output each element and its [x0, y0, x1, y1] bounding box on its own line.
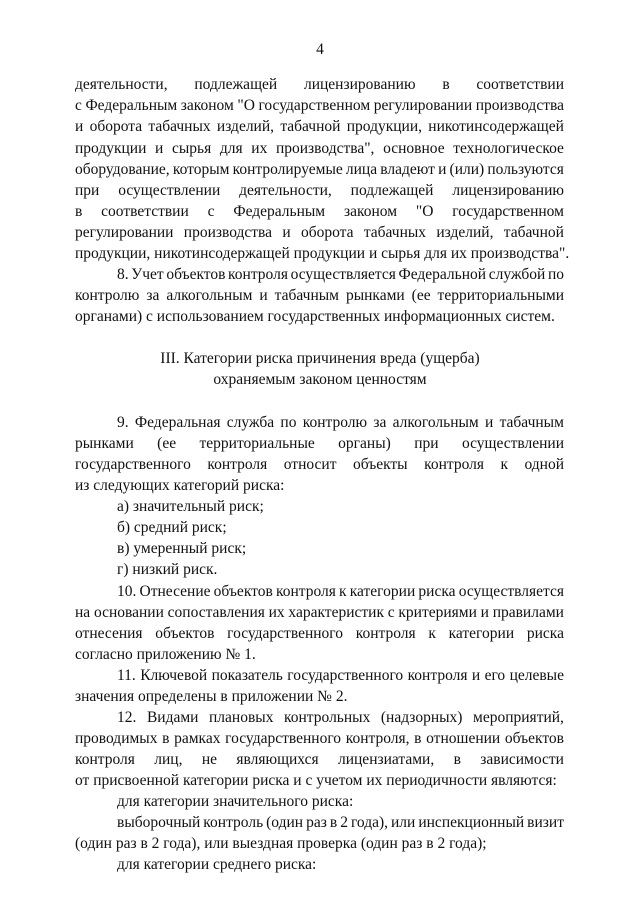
word: и [485, 414, 494, 431]
word: осуществлении [461, 435, 564, 452]
word: инспекционный [418, 814, 525, 831]
word: алкогольным [392, 414, 479, 431]
word: табачной [503, 224, 564, 241]
text-line [117, 666, 564, 686]
word: основании [93, 604, 164, 621]
word: и [155, 140, 164, 157]
word: лицензированию [452, 182, 564, 199]
text-line [75, 624, 564, 644]
section-heading: III. Категории риска причинения вреда (ущерба) [160, 350, 480, 367]
text-line [75, 202, 564, 222]
word: за [146, 287, 160, 304]
text-line: органами) с использованием государственных информационных систем. [75, 308, 555, 325]
word: по [280, 414, 297, 431]
word: контроля [355, 625, 416, 642]
word: контрольных [284, 709, 371, 726]
word: продукции, [346, 118, 422, 135]
word: производства", [275, 140, 375, 157]
word: соответствии [101, 203, 189, 220]
text-line [117, 265, 564, 285]
word: характеристик [288, 604, 384, 621]
text-line [117, 413, 564, 433]
text-line: (один раз в 2 года), или выездная проверка (один раз в 2 года); [75, 835, 487, 852]
list-item: б) средний риск; [117, 519, 227, 536]
word: органы) [338, 435, 391, 452]
word: "О [415, 203, 434, 220]
text-line [75, 160, 564, 180]
word: по [547, 266, 564, 283]
word: государственном [452, 203, 564, 220]
word: рамках [174, 730, 221, 747]
word: лиц, [154, 751, 183, 768]
word: табачной [280, 118, 341, 135]
word: табачных [363, 224, 427, 241]
word: визит [527, 814, 564, 831]
word: мероприятий, [473, 709, 564, 726]
text-line [75, 286, 564, 306]
word: правилами [492, 604, 564, 621]
text-line [117, 813, 564, 833]
word: отнесения [75, 625, 143, 642]
word: владеют [380, 161, 435, 178]
word: службой [488, 266, 546, 283]
word: подлежащей [350, 182, 434, 199]
word: территориальными [437, 287, 564, 304]
text-line: продукции, никотинсодержащей продукции и сырья для их производства". [75, 245, 570, 262]
word: законом [180, 97, 234, 114]
word: или [391, 814, 416, 831]
word: риска [526, 625, 564, 642]
word: плановых [209, 709, 274, 726]
list-item: г) низкий риск. [117, 561, 218, 578]
word: контроль [203, 814, 264, 831]
word: (ее [411, 287, 431, 304]
word: выборочный [117, 814, 201, 831]
word: территориальные [199, 435, 315, 452]
word: основное [383, 140, 445, 157]
word: за [373, 414, 387, 431]
text-line [75, 139, 564, 159]
text-line [75, 117, 564, 137]
word: в [453, 751, 461, 768]
word: контроля [407, 667, 468, 684]
word: оборота [89, 118, 143, 135]
word: 2 [340, 814, 348, 831]
page-number: 4 [316, 41, 324, 58]
word: Федеральным [233, 203, 326, 220]
word: года), [350, 814, 389, 831]
word: и [75, 118, 84, 135]
word: осуществляется [458, 583, 564, 600]
word: относит [283, 456, 337, 473]
word: государственного [75, 456, 191, 473]
word: 9. [117, 414, 129, 431]
word: при [75, 182, 100, 199]
word: и [259, 287, 268, 304]
text-line [75, 729, 564, 749]
word: категории [448, 625, 515, 642]
word: и [480, 604, 489, 621]
word: к [428, 625, 436, 642]
word: подлежащей [194, 76, 278, 93]
text-line: от присвоенной категории риска и с учетом их периодичности являются: [75, 772, 557, 789]
word: с [387, 604, 395, 621]
word: их [268, 604, 285, 621]
word: регулировании [373, 97, 473, 114]
word: их [251, 140, 268, 157]
word: с [75, 97, 82, 114]
text-line [75, 603, 564, 623]
list-item: в) умеренный риск; [117, 540, 247, 557]
word: контроля [424, 456, 484, 473]
text-line [117, 582, 564, 602]
word: Федеральным [85, 97, 178, 114]
word: соответствии [476, 76, 564, 93]
word: с [207, 203, 215, 220]
word: Учет [131, 266, 164, 283]
word: в [75, 203, 83, 220]
word: для [219, 140, 243, 157]
word: объектов [213, 583, 273, 600]
section-heading: охраняемым законом ценностям [213, 371, 427, 388]
word: к [339, 583, 347, 600]
word: контроля [75, 751, 135, 768]
word: табачным [274, 287, 339, 304]
word: 8. [117, 266, 129, 283]
word: Федеральной [398, 266, 487, 283]
word: пользуются [487, 161, 564, 178]
word: "О [237, 97, 255, 114]
word: государственном [258, 97, 371, 114]
word: и [471, 667, 481, 684]
text-line: из следующих категорий риска: [75, 477, 285, 494]
word: и [438, 161, 447, 178]
word: служба [226, 414, 275, 431]
word: алкогольным [166, 287, 253, 304]
word: деятельности, [239, 182, 332, 199]
word: не [201, 751, 218, 768]
word: сырья [171, 140, 212, 157]
text-line [75, 750, 564, 770]
word: продукции [75, 140, 147, 157]
word: 11. [117, 667, 136, 684]
text-line [75, 223, 564, 243]
word: лицензиатами, [337, 751, 435, 768]
word: объектов [166, 266, 226, 283]
word: которым [172, 161, 230, 178]
word: осуществлении [118, 182, 221, 199]
word: государственного [227, 625, 344, 642]
word: критериями [398, 604, 477, 621]
word: рынками [345, 287, 405, 304]
word: и [282, 224, 291, 241]
word: в [414, 730, 422, 747]
word: контроля, [345, 730, 410, 747]
text-line [75, 75, 564, 95]
word: табачных [148, 118, 211, 135]
word: к [500, 456, 508, 473]
word: производства [475, 97, 564, 114]
word: государственного [287, 667, 404, 684]
word: зависимости [480, 751, 564, 768]
text-line [75, 434, 564, 454]
word: контроля [228, 266, 288, 283]
word: оборудование, [75, 161, 170, 178]
word: изделий, [216, 118, 275, 135]
word: законом [343, 203, 398, 220]
word: табачным [499, 414, 564, 431]
word: (один [266, 814, 304, 831]
word: Видами [146, 709, 199, 726]
word: в [442, 76, 450, 93]
word: его [484, 667, 506, 684]
word: контролю [302, 414, 368, 431]
word: одной [524, 456, 564, 473]
word: объектов [504, 730, 564, 747]
word: (ее [157, 435, 177, 452]
word: отношении [426, 730, 501, 747]
word: изделий, [436, 224, 494, 241]
word: (или) [449, 161, 485, 178]
text-line: для категории значительного риска: [117, 793, 354, 810]
word: деятельности, [75, 76, 168, 93]
word: регулировании [75, 224, 174, 241]
word: лица [345, 161, 378, 178]
word: раз [306, 814, 327, 831]
text-line: согласно приложению № 1. [75, 646, 256, 663]
word: 12. [117, 709, 137, 726]
word: контроля [275, 583, 336, 600]
word: (надзорных) [380, 709, 463, 726]
word: рынками [75, 435, 134, 452]
text-line [75, 181, 564, 201]
word: контролю [75, 287, 140, 304]
word: технологическое [453, 140, 564, 157]
word: производства [183, 224, 273, 241]
word: являющихся [236, 751, 319, 768]
word: Федеральная [134, 414, 221, 431]
word: проводимых [75, 730, 158, 747]
word: осуществляется [290, 266, 396, 283]
word: контролируемые [232, 161, 343, 178]
list-item: а) значительный риск; [117, 498, 264, 515]
word: риска [418, 583, 456, 600]
word: целевые [509, 667, 564, 684]
word: объекты [352, 456, 408, 473]
word: оборота [300, 224, 354, 241]
word: на [75, 604, 91, 621]
word: 10. [117, 583, 137, 600]
word: Отнесение [139, 583, 211, 600]
word: показатель [211, 667, 283, 684]
word: сопоставления [167, 604, 265, 621]
word: контроля [207, 456, 268, 473]
word: лицензированию [303, 76, 416, 93]
word: в [162, 730, 170, 747]
word: никотинсодержащей [428, 118, 564, 135]
word: в [329, 814, 338, 831]
word: государственного [225, 730, 342, 747]
word: при [414, 435, 439, 452]
word: категории [349, 583, 416, 600]
text-line: для категории среднего риска: [117, 856, 317, 873]
text-line [75, 96, 564, 116]
word: Ключевой [140, 667, 208, 684]
word: объектов [155, 625, 215, 642]
text-line [75, 455, 564, 475]
text-line: значения определены в приложении № 2. [75, 688, 348, 705]
text-line [117, 708, 564, 728]
